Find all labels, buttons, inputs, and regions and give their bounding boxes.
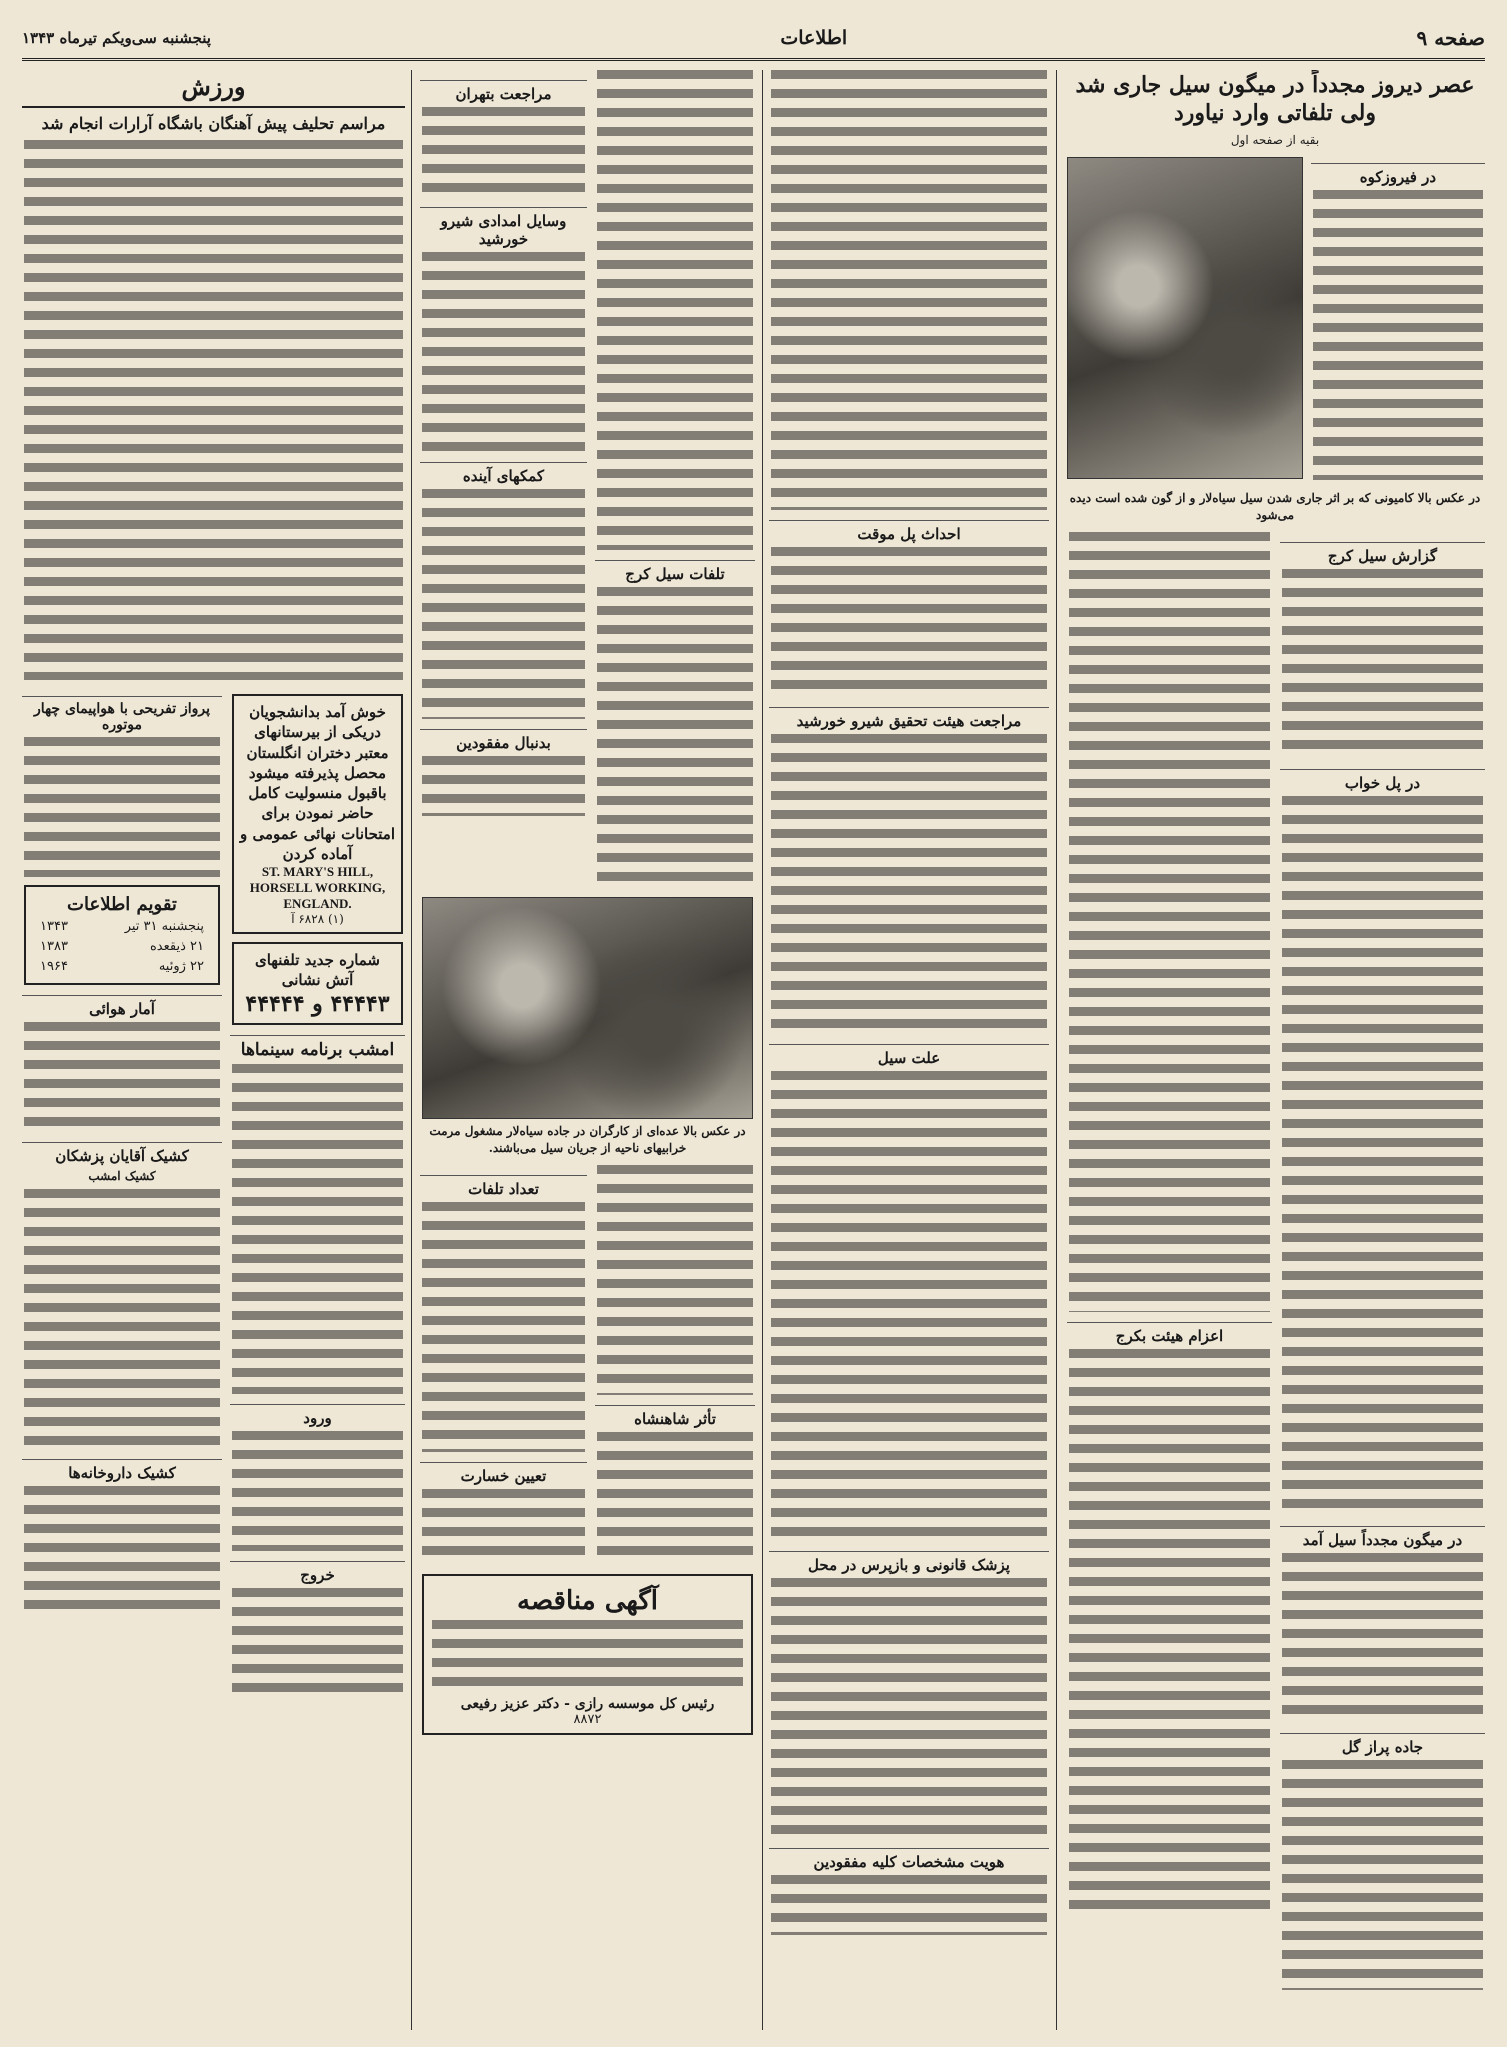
section-coroner: پزشک قانونی و بازپرس در محل [769, 1551, 1049, 1574]
flood-truck-photo [1067, 157, 1303, 479]
calendar-box [24, 885, 220, 985]
flight-ad-title: پرواز تفریحی با هواپیمای چهار موتوره [22, 696, 222, 733]
column-rule [762, 70, 763, 2030]
page-number: صفحه ۹ [1416, 26, 1485, 50]
masthead [22, 18, 1485, 61]
article-text [1069, 1349, 1270, 1909]
tender-text [432, 1620, 743, 1690]
section-death-count: تعداد تلفات [420, 1175, 587, 1198]
calendar-row [32, 917, 212, 937]
continued-note: بقیه از صفحه اول [1230, 133, 1320, 147]
calendar-row [32, 937, 212, 957]
article-text [422, 1489, 585, 1559]
issue-date: پنجشنبه سی‌ویکم تیرماه ۱۳۴۳ [22, 29, 211, 47]
drugstores-title: کشیک داروخانه‌ها [22, 1459, 222, 1482]
tender-title: آگهی مناقصه [517, 1585, 658, 1616]
school-ad [232, 694, 403, 934]
section-muddy-road: جاده پراز گل [1280, 1733, 1485, 1756]
calendar-value: ۱۳۸۳ [40, 939, 68, 955]
article-text [597, 587, 753, 887]
calendar-label: ۲۱ ذیقعده [150, 939, 204, 955]
article-text [771, 547, 1047, 697]
article-text [1282, 796, 1483, 1516]
article-text [771, 734, 1047, 1034]
arrivals-text [232, 1431, 403, 1551]
article-text [422, 756, 585, 816]
photo-caption-1: در عکس بالا کامیونی که بر اثر جاری شدن سیل سیاه‌لار و از گون شده است دیده می‌شود [1069, 491, 1481, 522]
article-text [422, 489, 585, 719]
section-karaj-report: گزارش سیل کرج [1280, 542, 1485, 565]
section-relief-means: وسایل امدادی شیرو خورشید [420, 207, 587, 248]
article-text [597, 1165, 753, 1395]
column-2 [769, 70, 1049, 2030]
sports-section-title: ورزش [22, 72, 405, 108]
article-text [1282, 1553, 1483, 1723]
fire-phone-title: شماره جدید تلفنهای آتش نشانی [254, 951, 381, 990]
workers-photo [422, 897, 753, 1119]
article-text [1282, 569, 1483, 759]
column-rule [411, 70, 412, 2030]
section-flood-cause: علت سیل [769, 1044, 1049, 1067]
calendar-label: پنجشنبه ۳۱ تیر [124, 919, 204, 935]
article-text [1069, 532, 1270, 1312]
fire-phone-box [232, 942, 403, 1025]
doctors-title: کشیک آقایان پزشکان [22, 1142, 222, 1165]
newspaper-page [22, 18, 1485, 2030]
section-search-missing: بدنبال مفقودین [420, 729, 587, 752]
section-red-lion-team: مراجعت هیئت تحقیق شیرو خورشید [769, 707, 1049, 730]
flight-ad-text [24, 737, 220, 877]
article-text [771, 1071, 1047, 1541]
sports-headline: مراسم تحلیف پیش آهنگان باشگاه آرارات انجام شد [41, 114, 386, 133]
departures-text [232, 1588, 403, 1698]
calendar-label: ۲۲ ژوئیه [158, 959, 204, 975]
school-ad-address: ST. MARY'S HILL, HORSELL WORKING, ENGLAND. [249, 864, 386, 911]
calendar-value: ۱۳۴۳ [40, 919, 68, 935]
weather-title: آمار هوائی [22, 995, 222, 1018]
article-text [422, 107, 585, 197]
section-karaj-casualties: تلفات سیل کرج [595, 560, 755, 583]
section-bridge: احداث پل موقت [769, 520, 1049, 543]
section-firuzkuh: در فیروزکوه [1311, 163, 1485, 186]
main-headline: عصر دیروز مجدداً در میگون سیل جاری شد ولی تلفاتی وارد نیاورد [1075, 72, 1475, 126]
tender-notice [422, 1574, 753, 1735]
calendar-row [32, 957, 212, 977]
calendar-title: تقویم اطلاعات [67, 894, 177, 915]
column-3 [420, 70, 755, 2030]
section-missing-identity: هویت مشخصات کلیه مفقودین [769, 1848, 1049, 1871]
article-text [597, 70, 753, 550]
fire-phone-number: ۴۴۴۴۳ و ۴۴۴۴۴ [245, 990, 390, 1017]
cinema-title: امشب برنامه سینماها [230, 1035, 405, 1060]
doctors-list [24, 1189, 220, 1449]
section-team-karaj: اعزام هیئت بکرج [1067, 1322, 1272, 1345]
section-pol-khab: در پل خواب [1280, 769, 1485, 792]
cinema-listings [232, 1064, 403, 1394]
section-future-aid: کمکهای آینده [420, 462, 587, 485]
section-return-tehran: مراجعت بتهران [420, 80, 587, 103]
column-rule [1056, 70, 1057, 2030]
column-4 [22, 70, 405, 2030]
calendar-value: ۱۹۶۴ [40, 959, 68, 975]
departures-title: خروج [230, 1561, 405, 1584]
weather-table [24, 1022, 220, 1132]
article-text [1282, 1760, 1483, 1990]
article-text [771, 1875, 1047, 1935]
drugstores-list [24, 1486, 220, 1616]
column-1 [1065, 70, 1485, 2030]
tender-code: ۸۸۷۲ [573, 1711, 602, 1727]
article-text [422, 1202, 585, 1452]
doctors-subtitle: کشیک امشب [88, 1169, 156, 1184]
photo-caption-2: در عکس بالا عده‌ای از کارگران در جاده سیاه‌لار مشغول مرمت خرابیهای ناحیه از جریان سیل می‌باشند. [429, 1124, 746, 1155]
article-text [1313, 190, 1483, 480]
school-ad-text: خوش آمد بدانشجویان دریکی از بیرستانهای معتبر دختران انگلستان محصل پذیرفته میشود باقبول منسولیت کامل حاضر نمودن برای امتحانات نهائی عمومی و آماده کردن [239, 703, 395, 863]
paper-name: اطلاعات [780, 27, 848, 49]
tender-signature: رئیس کل موسسه رازی - دکتر عزیز رفیعی [460, 1695, 715, 1712]
article-text [771, 70, 1047, 510]
article-text [422, 252, 585, 452]
section-shah-sorrow: تأثر شاهنشاه [595, 1405, 755, 1428]
article-text [771, 1578, 1047, 1838]
school-ad-code: (۱) ۶۸۲۸ آ [291, 912, 344, 926]
article-text [597, 1432, 753, 1562]
section-damage: تعیین خسارت [420, 1462, 587, 1485]
arrivals-title: ورود [230, 1404, 405, 1427]
article-text [24, 140, 403, 680]
section-migun: در میگون مجدداً سیل آمد [1280, 1526, 1485, 1549]
